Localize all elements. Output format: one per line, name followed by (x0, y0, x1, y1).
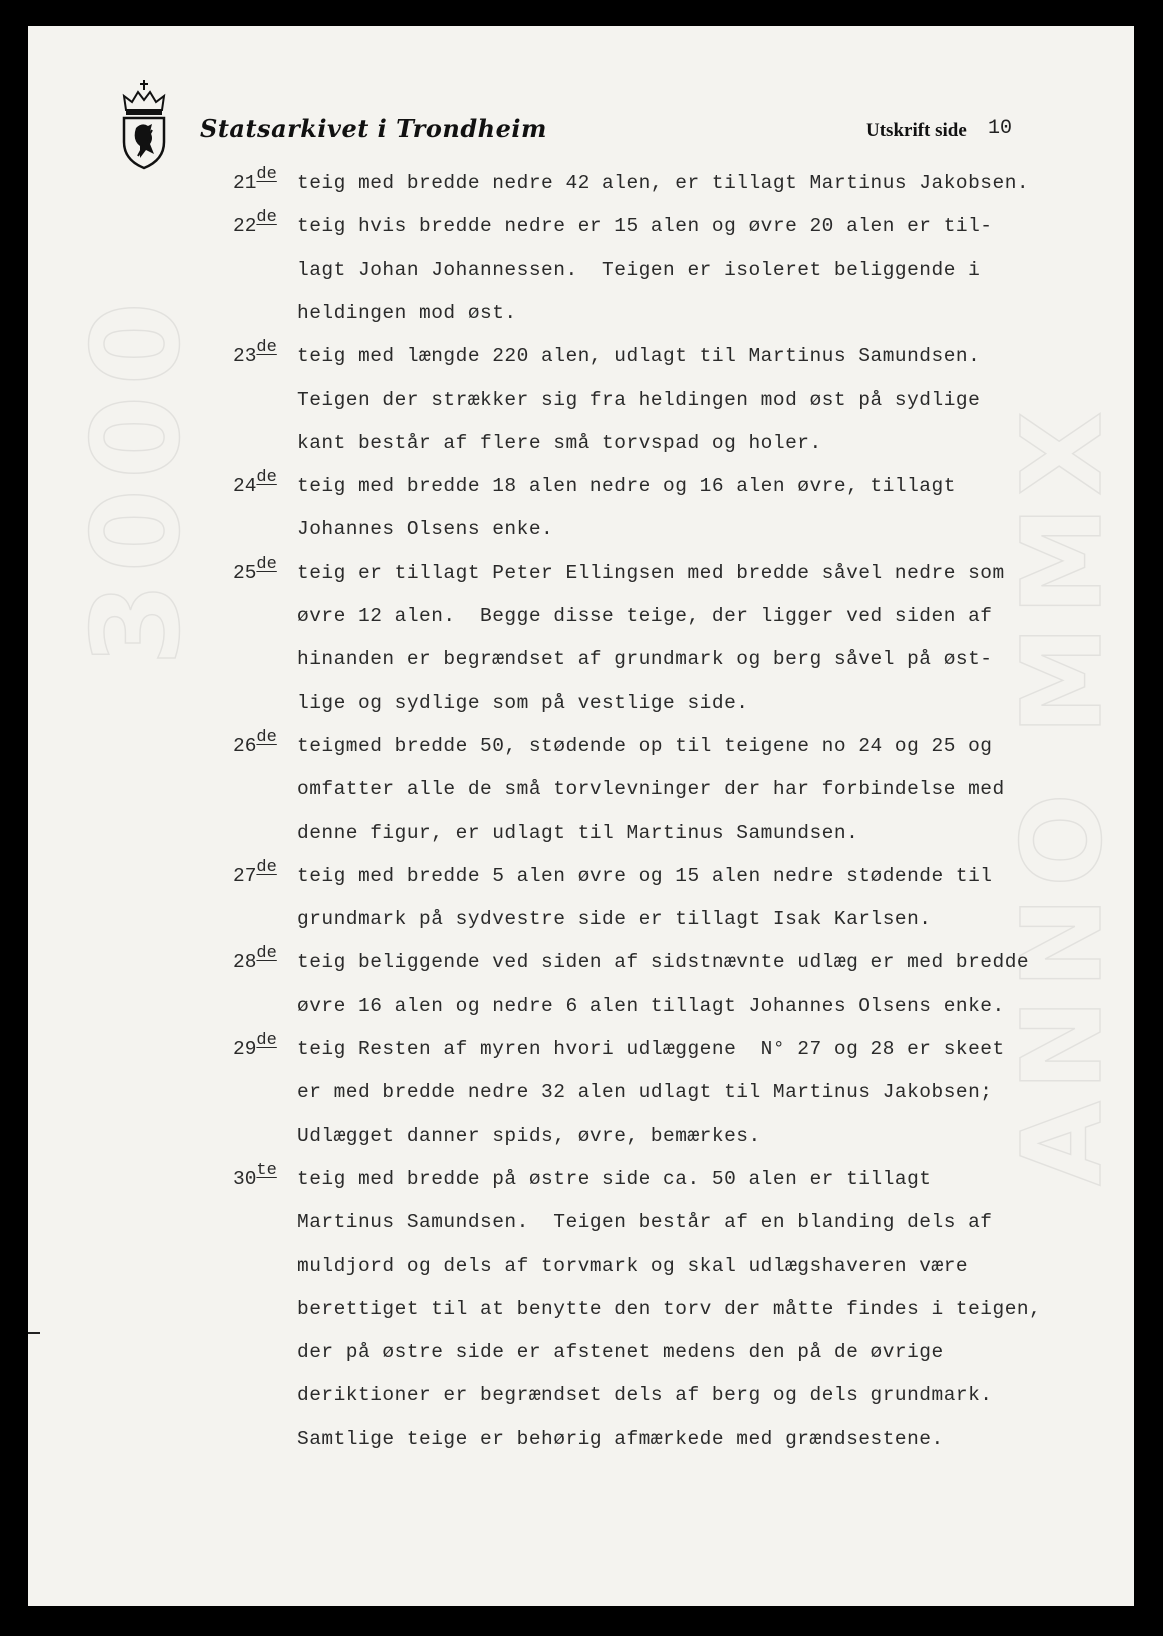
text-line: deriktioner er begrændset dels af berg og dels grundmark. (297, 1384, 993, 1407)
entry-number-value: 24 (233, 475, 257, 498)
entry-ordinal-suffix: de (256, 208, 277, 228)
text-line: øvre 16 alen og nedre 6 alen tillagt Johannes Olsens enke. (297, 994, 1005, 1017)
text-line: lige og sydlige som på vestlige side. (297, 691, 749, 714)
entry-number (233, 338, 277, 368)
text-line: hinanden er begrændset af grundmark og berg såvel på øst- (297, 648, 993, 671)
watermark-left: 3000 (68, 292, 207, 666)
text-line: øvre 12 alen. Begge disse teige, der ligger ved siden af (297, 605, 993, 627)
text-line: heldingen mod øst. (297, 301, 517, 324)
text-line: Samtlige teige er behørig afmærkede med grændsestene. (297, 1427, 944, 1450)
archive-name: Statsarkivet i Trondheim (200, 114, 547, 143)
watermark-right: ANNO MMX (998, 401, 1126, 1186)
entry-ordinal-suffix: de (256, 338, 277, 358)
entry-ordinal-suffix: de (256, 165, 277, 184)
text-line: muldjord og dels af torvmark og skal udlægshaveren være (297, 1254, 969, 1277)
entry-number-value: 23 (233, 345, 257, 368)
text-line: teig hvis bredde nedre er 15 alen og øvre 20 alen er til- (297, 215, 993, 238)
text-line: denne figur, er udlagt til Martinus Samundsen. (297, 821, 859, 844)
entry-number (233, 208, 277, 238)
entry-number (233, 727, 277, 757)
entry-number-value: 21 (233, 172, 257, 194)
document-page (28, 26, 1134, 1606)
page-number: 10 (988, 117, 1013, 140)
entry-number-value: 30 (233, 1167, 257, 1190)
entry-number-value: 27 (233, 864, 257, 887)
text-line: teigmed bredde 50, stødende op til teigene no 24 og 25 og (297, 734, 993, 757)
margin-mark (28, 1332, 40, 1334)
entry-number-value: 25 (233, 561, 257, 584)
text-line: teig Resten af myren hvori udlæggene N° 27 og 28 er skeet (297, 1038, 1005, 1060)
entry-number (233, 165, 277, 194)
text-line: teig er tillagt Peter Ellingsen med bredde såvel nedre som (297, 561, 1005, 584)
text-line: teig med længde 220 alen, udlagt til Martinus Samundsen. (297, 345, 981, 368)
entry-number (233, 554, 277, 584)
text-line: teig med bredde nedre 42 alen, er tillagt Martinus Jakobsen. (297, 172, 1030, 194)
entry-ordinal-suffix: de (256, 857, 277, 877)
text-line: Udlægget danner spids, øvre, bemærkes. (297, 1124, 761, 1147)
entry-ordinal-suffix: de (256, 554, 277, 574)
entry-ordinal-suffix: de (256, 727, 277, 747)
entry-ordinal-suffix: de (256, 944, 277, 964)
text-line: teig med bredde 18 alen nedre og 16 alen øvre, tillagt (297, 475, 956, 498)
text-line: Martinus Samundsen. Teigen består af en blanding dels af (297, 1211, 993, 1234)
entry-number-value: 29 (233, 1038, 257, 1060)
entry-ordinal-suffix: de (256, 1031, 277, 1050)
text-line: lagt Johan Johannessen. Teigen er isoleret beliggende i (297, 258, 981, 281)
text-line: Johannes Olsens enke. (297, 518, 554, 541)
text-line: berettiget til at benytte den torv der måtte findes i teigen, (297, 1297, 1042, 1320)
entry-number (233, 857, 277, 887)
entry-ordinal-suffix: te (256, 1160, 277, 1180)
text-line: er med bredde nedre 32 alen udlagt til Martinus Jakobsen; (297, 1081, 993, 1104)
text-line: der på østre side er afstenet medens den på de øvrige (297, 1341, 944, 1364)
text-line: teig med bredde 5 alen øvre og 15 alen nedre stødende til (297, 864, 993, 887)
entry-number (233, 1031, 277, 1060)
text-line: omfatter alle de små torvlevninger der har forbindelse med (297, 778, 1005, 801)
entry-number-value: 28 (233, 951, 257, 974)
entry-number-value: 22 (233, 215, 257, 238)
entry-number (233, 944, 277, 974)
text-line: Teigen der strækker sig fra heldingen mod øst på sydlige (297, 388, 981, 411)
page-label: Utskrift side (866, 120, 967, 141)
coat-of-arms-icon (118, 78, 170, 170)
text-line: teig beliggende ved siden af sidstnævnte udlæg er med bredde (297, 951, 1030, 974)
entry-number (233, 468, 277, 498)
entry-number (233, 1160, 277, 1190)
text-line: teig med bredde på østre side ca. 50 alen er tillagt (297, 1167, 932, 1190)
text-line: kant består af flere små torvspad og holer. (297, 431, 822, 454)
text-line: grundmark på sydvestre side er tillagt Isak Karlsen. (297, 908, 932, 931)
entry-number-value: 26 (233, 734, 257, 757)
entry-ordinal-suffix: de (256, 468, 277, 488)
